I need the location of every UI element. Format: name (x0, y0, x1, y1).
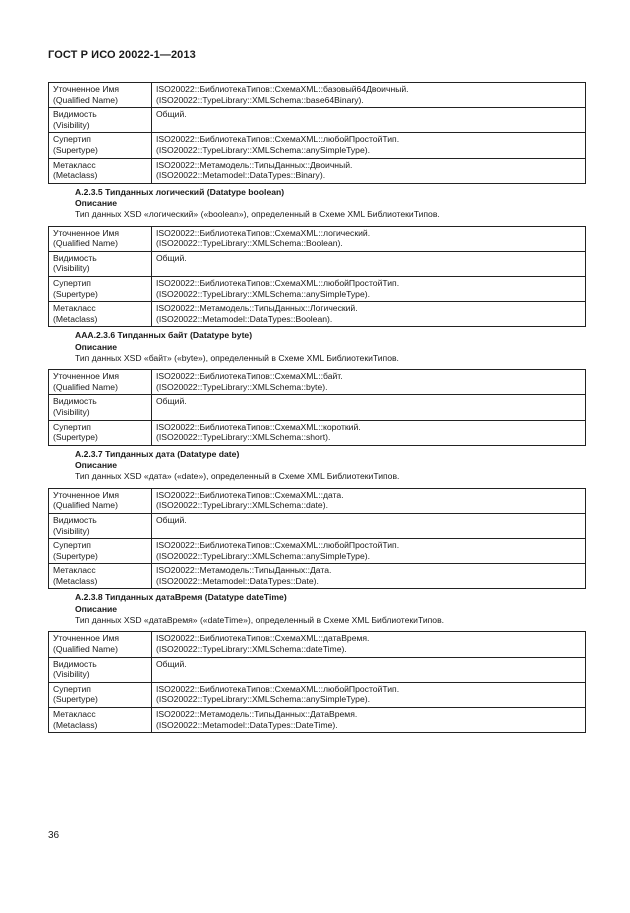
row-label-cell (49, 83, 152, 108)
section-description: Тип данных XSD «логический» («boolean»), определенный в Схеме XML БиблиотекиТипов. (75, 209, 440, 220)
label-ru: Супертип (53, 278, 91, 289)
row-value-cell (152, 420, 586, 445)
row-label-cell (49, 158, 152, 183)
row-label-cell (49, 226, 152, 251)
label-ru: Метакласс (53, 159, 96, 170)
label-ru: Видимость (53, 514, 97, 525)
value-en: (ISO20022::TypeLibrary::XMLSchema::anySimpleType). (156, 144, 370, 155)
value-ru: Общий. (156, 109, 187, 120)
row-value-cell (152, 564, 586, 589)
row-label-cell (49, 395, 152, 420)
label-en: (Metaclass) (53, 719, 98, 730)
value-en: (ISO20022::Metamodel::DataTypes::Date). (156, 575, 319, 586)
label-en: (Qualified Name) (53, 500, 118, 511)
label-en: (Metaclass) (53, 575, 98, 586)
value-en: (ISO20022::Metamodel::DataTypes::DateTime). (156, 719, 338, 730)
table-row (49, 707, 586, 732)
label-ru: Видимость (53, 252, 97, 263)
label-ru: Уточненное Имя (53, 227, 120, 238)
label-ru: Уточненное Имя (53, 84, 120, 94)
label-en: (Visibility) (53, 525, 90, 536)
label-en: (Metaclass) (53, 313, 98, 324)
value-ru: Общий. (156, 658, 187, 669)
row-label-cell (49, 707, 152, 732)
value-ru: ISO20022::Метамодель::ТипыДанных::Двоичный. (156, 159, 353, 170)
row-value-cell (152, 133, 586, 158)
row-label-cell (49, 302, 152, 327)
table-row (49, 513, 586, 538)
value-ru: ISO20022::БиблиотекаТипов::СхемаXML::любойПростойТип. (156, 278, 400, 289)
label-en: (Visibility) (53, 669, 90, 680)
value-en: (ISO20022::TypeLibrary::XMLSchema::Boolean). (156, 238, 343, 249)
row-value-cell (152, 513, 586, 538)
spec-table-base64binary (48, 82, 586, 184)
label-ru: Супертип (53, 134, 91, 145)
label-ru: Супертип (53, 683, 91, 694)
label-ru: Уточненное Имя (53, 489, 120, 500)
value-ru: ISO20022::Метамодель::ТипыДанных::Логический. (156, 303, 358, 314)
label-en: (Visibility) (53, 119, 90, 130)
row-value-cell (152, 395, 586, 420)
row-value-cell (152, 657, 586, 682)
value-ru: ISO20022::Метамодель::ТипыДанных::Дата. (156, 565, 332, 576)
row-label-cell (49, 370, 152, 395)
label-ru: Метакласс (53, 708, 96, 719)
section-byte (48, 330, 586, 364)
value-en: (ISO20022::TypeLibrary::XMLSchema::dateTime). (156, 643, 347, 654)
row-label-cell (49, 564, 152, 589)
row-value-cell (152, 226, 586, 251)
section-heading: A.2.3.5 Типданных логический (Datatype boolean) (75, 186, 285, 197)
value-en: (ISO20022::Metamodel::DataTypes::Boolean). (156, 313, 333, 324)
label-en: (Qualified Name) (53, 238, 118, 249)
row-value-cell (152, 539, 586, 564)
value-ru: ISO20022::БиблиотекаТипов::СхемаXML::базовый64Двоичный. (156, 84, 409, 94)
table-row (49, 632, 586, 657)
label-ru: Видимость (53, 658, 97, 669)
label-en: (Supertype) (53, 288, 98, 299)
table-row (49, 395, 586, 420)
document-body (48, 82, 586, 733)
label-en: (Qualified Name) (53, 381, 118, 392)
value-ru: Общий. (156, 252, 187, 263)
table-row (49, 488, 586, 513)
spec-table-byte (48, 369, 586, 446)
row-label-cell (49, 682, 152, 707)
value-ru: ISO20022::БиблиотекаТипов::СхемаXML::короткий. (156, 421, 361, 432)
section-datetime (48, 592, 586, 626)
value-en: (ISO20022::Metamodel::DataTypes::Binary). (156, 170, 326, 181)
row-label-cell (49, 277, 152, 302)
section-boolean (48, 187, 586, 221)
spec-table-date (48, 488, 586, 590)
label-ru: Супертип (53, 540, 91, 551)
section-description: Тип данных XSD «байт» («byte»), определенный в Схеме XML БиблиотекиТипов. (75, 352, 399, 363)
table-row (49, 158, 586, 183)
row-value-cell (152, 251, 586, 276)
row-value-cell (152, 632, 586, 657)
row-label-cell (49, 133, 152, 158)
value-ru: ISO20022::БиблиотекаТипов::СхемаXML::любойПростойТип. (156, 683, 400, 694)
label-en: (Supertype) (53, 432, 98, 443)
value-ru: ISO20022::БиблиотекаТипов::СхемаXML::байт. (156, 371, 343, 382)
label-en: (Supertype) (53, 550, 98, 561)
row-label-cell (49, 513, 152, 538)
value-en: (ISO20022::TypeLibrary::XMLSchema::anySimpleType). (156, 288, 370, 299)
table-row (49, 277, 586, 302)
spec-table-datetime (48, 631, 586, 733)
section-subheading: Описание (75, 603, 118, 614)
row-value-cell (152, 488, 586, 513)
value-ru: Общий. (156, 396, 187, 407)
table-row (49, 370, 586, 395)
row-label-cell (49, 539, 152, 564)
value-en: (ISO20022::TypeLibrary::XMLSchema::anySimpleType). (156, 550, 370, 561)
label-ru: Супертип (53, 421, 91, 432)
section-subheading: Описание (75, 460, 118, 471)
label-en: (Qualified Name) (53, 643, 118, 654)
label-en: (Supertype) (53, 694, 98, 705)
value-en: (ISO20022::TypeLibrary::XMLSchema::anySimpleType). (156, 694, 370, 705)
row-label-cell (49, 632, 152, 657)
value-ru: ISO20022::БиблиотекаТипов::СхемаXML::датаВремя. (156, 633, 370, 644)
row-label-cell (49, 108, 152, 133)
row-label-cell (49, 488, 152, 513)
value-en: (ISO20022::TypeLibrary::XMLSchema::date). (156, 500, 328, 511)
label-en: (Metaclass) (53, 170, 98, 181)
label-ru: Уточненное Имя (53, 633, 120, 644)
row-label-cell (49, 251, 152, 276)
table-row (49, 420, 586, 445)
value-ru: ISO20022::БиблиотекаТипов::СхемаXML::любойПростойТип. (156, 134, 400, 145)
section-subheading: Описание (75, 341, 118, 352)
value-ru: ISO20022::БиблиотекаТипов::СхемаXML::любойПростойТип. (156, 540, 400, 551)
label-ru: Уточненное Имя (53, 371, 120, 382)
label-ru: Видимость (53, 396, 97, 407)
spec-table-boolean (48, 226, 586, 328)
table-row (49, 302, 586, 327)
table-row (49, 564, 586, 589)
label-en: (Visibility) (53, 263, 90, 274)
section-description: Тип данных XSD «датаВремя» («dateTime»), определенный в Схеме XML БиблиотекиТипов. (75, 615, 445, 626)
row-value-cell (152, 707, 586, 732)
section-heading: AAA.2.3.6 Типданных байт (Datatype byte) (75, 330, 253, 341)
value-ru: ISO20022::Метамодель::ТипыДанных::ДатаВремя. (156, 708, 358, 719)
row-value-cell (152, 302, 586, 327)
value-ru: Общий. (156, 514, 187, 525)
label-en: (Qualified Name) (53, 94, 118, 105)
table-row (49, 133, 586, 158)
label-en: (Visibility) (53, 407, 90, 418)
value-en: (ISO20022::TypeLibrary::XMLSchema::base64Binary). (156, 94, 364, 105)
document-header: ГОСТ Р ИСО 20022-1—2013 (48, 49, 196, 61)
row-value-cell (152, 158, 586, 183)
section-date (48, 449, 586, 483)
table-row (49, 251, 586, 276)
label-ru: Метакласс (53, 565, 96, 576)
label-ru: Метакласс (53, 303, 96, 314)
section-heading: A.2.3.7 Типданных дата (Datatype date) (75, 448, 240, 459)
value-en: (ISO20022::TypeLibrary::XMLSchema::byte). (156, 381, 328, 392)
section-description: Тип данных XSD «дата» («date»), определенный в Схеме XML БиблиотекиТипов. (75, 471, 400, 482)
table-row (49, 657, 586, 682)
table-row (49, 83, 586, 108)
value-ru: ISO20022::БиблиотекаТипов::СхемаXML::логический. (156, 227, 371, 238)
label-en: (Supertype) (53, 144, 98, 155)
table-row (49, 108, 586, 133)
label-ru: Видимость (53, 109, 97, 120)
row-value-cell (152, 682, 586, 707)
section-heading: A.2.3.8 Типданных датаВремя (Datatype dateTime) (75, 592, 287, 603)
row-label-cell (49, 657, 152, 682)
row-value-cell (152, 83, 586, 108)
table-row (49, 539, 586, 564)
section-subheading: Описание (75, 198, 118, 209)
row-label-cell (49, 420, 152, 445)
page-number: 36 (48, 830, 60, 841)
value-en: (ISO20022::TypeLibrary::XMLSchema::short). (156, 432, 331, 443)
row-value-cell (152, 277, 586, 302)
table-row (49, 226, 586, 251)
table-row (49, 682, 586, 707)
row-value-cell (152, 108, 586, 133)
row-value-cell (152, 370, 586, 395)
value-ru: ISO20022::БиблиотекаТипов::СхемаXML::дата. (156, 489, 344, 500)
